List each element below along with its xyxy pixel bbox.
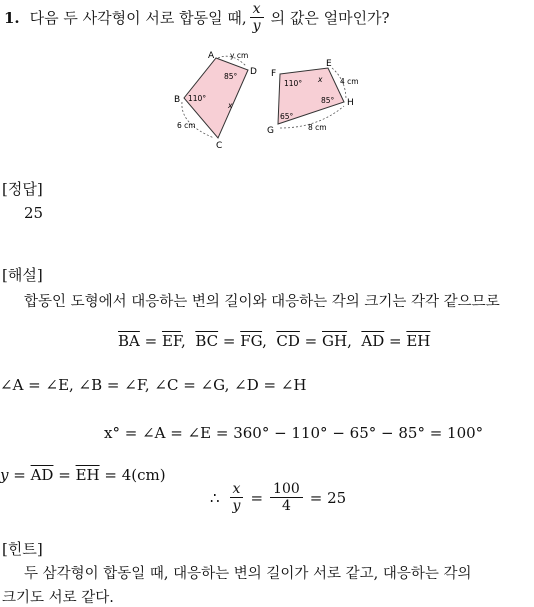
label-a: A [208, 51, 215, 61]
side-eh: $\overline{EH}$ [406, 332, 431, 350]
solution-intro: 합동인 도형에서 대응하는 변의 길이와 대응하는 각의 크기는 각각 같으므로 [24, 294, 500, 310]
side-bc: $\overline{BC}$ [195, 332, 219, 350]
measure-y-cm: y cm [230, 51, 249, 60]
label-d: D [250, 67, 257, 77]
ratio-frac [230, 482, 244, 513]
label-h: H [347, 98, 354, 108]
ratio-value-num: 100 [270, 482, 303, 498]
solution-heading: [해설] [2, 266, 43, 284]
measure-8cm: 8 cm [308, 123, 327, 132]
measure-6cm: 6 cm [177, 121, 196, 130]
hint-line-1: 두 삼각형이 합동일 때, 대응하는 변의 길이가 서로 같고, 대응하는 각의 [24, 566, 472, 582]
x-equation: x° = ∠A = ∠E = 360° − 110° − 65° − 85° = 100° [104, 424, 484, 442]
label-g: G [267, 126, 274, 136]
y-eq-ad: $\overline{AD}$ [30, 466, 54, 484]
side-ba: $\overline{BA}$ [118, 332, 140, 350]
label-f: F [271, 69, 277, 79]
label-e: E [326, 59, 332, 69]
ratio-result: = 25 [309, 488, 347, 507]
quadrilaterals-figure [168, 46, 368, 152]
y-eq-eh: $\overline{EH}$ [75, 466, 100, 484]
side-fg: $\overline{FG}$ [240, 332, 263, 350]
side-ef: $\overline{EF}$ [161, 332, 181, 350]
ratio-equation: ∴ $\frac{x}{y}$ = $\frac{100}{4}$ = 25 [210, 481, 347, 514]
ratio-den: y [232, 498, 241, 514]
measure-angle-65-g: 65° [280, 112, 294, 121]
hint-heading: [힌트] [2, 540, 43, 558]
answer-value: 25 [24, 204, 44, 222]
question-text-after: 의 값은 얼마인가? [270, 9, 390, 27]
hint-line-2: 크기도 서로 같다. [2, 590, 114, 606]
measure-angle-110-f: 110° [284, 79, 303, 88]
side-cd: $\overline{CD}$ [276, 332, 300, 350]
label-b: B [174, 95, 181, 105]
measure-x-left: x [228, 101, 233, 110]
side-ad: $\overline{AD}$ [361, 332, 385, 350]
therefore-symbol: ∴ [210, 488, 220, 507]
sides-equalities: $\overline{BA} = \overline{EF}$, $\overline{BC} = \overline{FG}$, $\overline{CD} = \overline{GH}$, $\overline{AD} = \overline{EH}$ [118, 332, 431, 350]
angle-equalities: ∠A = ∠E, ∠B = ∠F, ∠C = ∠G, ∠D = ∠H [0, 376, 307, 394]
ratio-value-frac [270, 482, 303, 513]
ratio-num: x [230, 482, 244, 498]
y-equation: $y = \overline{AD} = \overline{EH} = 4(cm)$ [0, 466, 166, 484]
measure-angle-85-d: 85° [224, 72, 238, 81]
question-line [4, 2, 390, 33]
question-frac-den: y [252, 18, 261, 34]
question-number: 1. [4, 8, 20, 27]
measure-x-right: x [318, 75, 323, 84]
label-c: C [216, 141, 223, 151]
ratio-value-den: 4 [281, 498, 291, 514]
y-eq-suffix: = 4(cm) [99, 466, 166, 484]
side-gh: $\overline{GH}$ [322, 332, 348, 350]
question-text-before: 다음 두 사각형이 서로 합동일 때, [29, 9, 247, 27]
measure-angle-85-h: 85° [321, 96, 335, 105]
y-eq-prefix: y = [0, 466, 31, 484]
answer-heading: [정답] [2, 180, 43, 198]
question-frac-num: x [250, 2, 264, 18]
measure-4cm: 4 cm [340, 77, 359, 86]
measure-angle-110-b: 110° [188, 94, 207, 103]
question-fraction [250, 2, 264, 33]
